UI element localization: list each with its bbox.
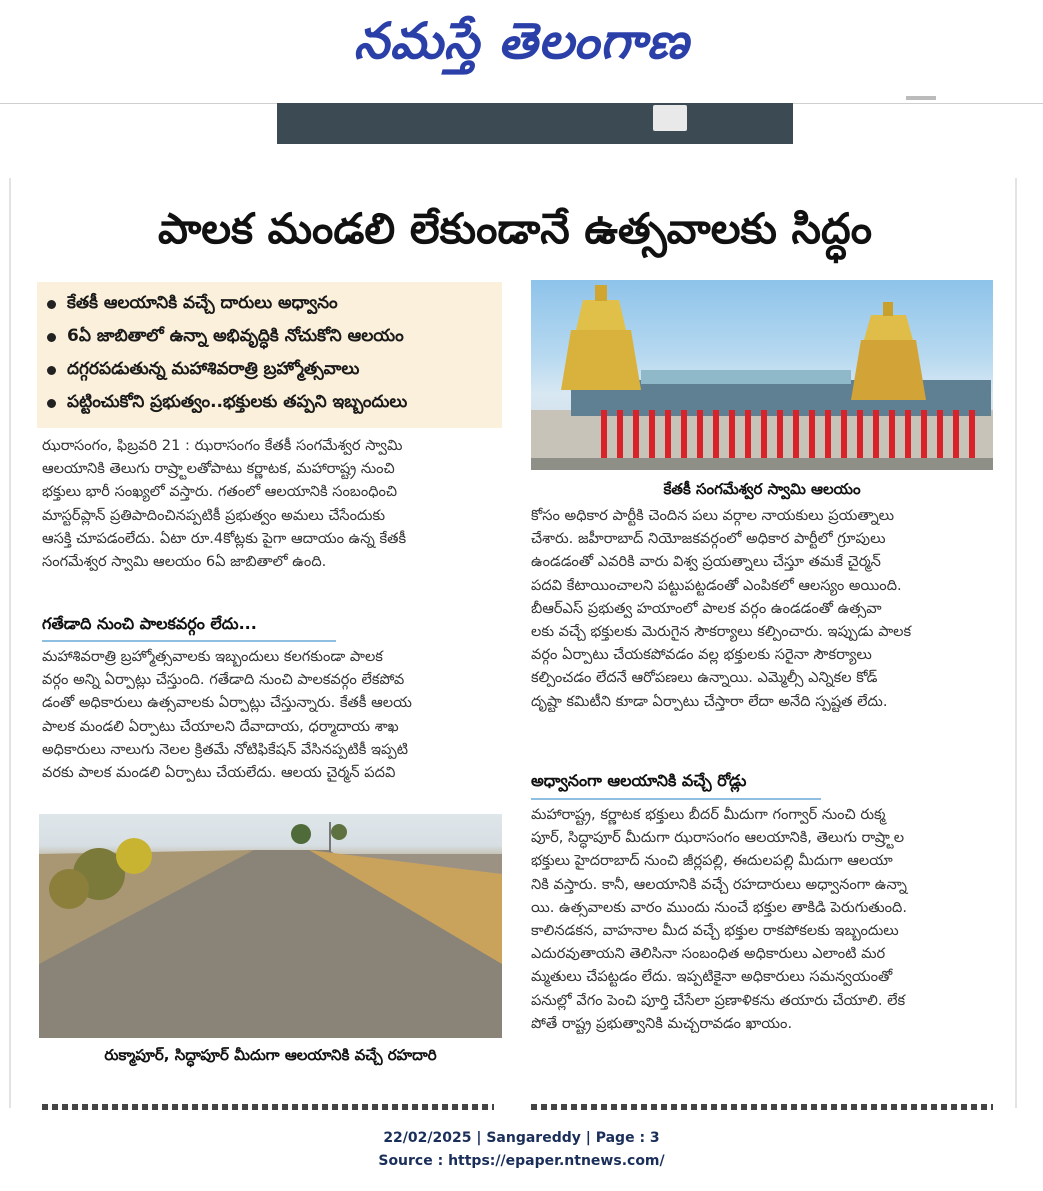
subheading-underline bbox=[42, 640, 336, 642]
bullet-icon bbox=[47, 300, 56, 309]
text-line: దృష్టా కమిటీని కూడా ఏర్పాటు చేస్తారా లేదా అనేది స్పష్టత లేదు. bbox=[531, 692, 888, 710]
text-line: భక్తులు హైదరాబాద్ నుంచి జీర్లపల్లి, ఈదులపల్లి మీదుగా ఆలయా bbox=[531, 852, 893, 870]
text-line: డంతో అధికారులు ఉత్సవాలకు ఏర్పాట్లు చేస్తున్నారు. కేతకీ ఆలయ bbox=[42, 694, 412, 712]
text-line: వర్గం ఏర్పాటు చేయకపోవడం వల్ల భక్తులకు సరైనా సౌకర్యాలు bbox=[531, 646, 872, 664]
highlights-box bbox=[37, 282, 502, 428]
highlight-text: కేతకీ ఆలయానికి వచ్చే దారులు అధ్వానం bbox=[67, 292, 338, 313]
subheading-2: అధ్వానంగా ఆలయానికి వచ్చే రోడ్లు bbox=[531, 771, 747, 790]
text-line: పదవి కేటాయించాలని పట్టుపట్టడంతో ఎంపికలో ఆలస్యం అయింది. bbox=[531, 576, 902, 594]
footer-source-line: Source : https://epaper.ntnews.com/ bbox=[378, 1153, 665, 1169]
text-line: పాలక మండలి ఏర్పాటు చేయాలని దేవాదాయ, ధర్మాదాయ శాఖ bbox=[42, 717, 399, 735]
highlight-text: 6ఏ జాబితాలో ఉన్నా అభివృద్ధికి నోచుకోని ఆలయం bbox=[67, 325, 404, 346]
text-line: యి. ఉత్సవాలకు వారం ముందు నుంచే భక్తుల తాకిడి పెరుగుతుంది. bbox=[531, 898, 907, 916]
text-line: ఆలయానికి తెలుగు రాష్ర్టాలతోపాటు కర్ణాటక, మహారాష్ట్ర నుంచి bbox=[42, 460, 395, 478]
page-border-left bbox=[9, 178, 11, 1108]
article-paragraph-4 bbox=[531, 803, 993, 1035]
text-line: చేశారు. జహీరాబాద్ నియోజకవర్గంలో అధికార పార్టీలో గ్రూపులు bbox=[531, 530, 886, 548]
text-line: ఎదురవుతాయని తెలిసినా సంబంధిత అధికారులు ఎలాంటి మర bbox=[531, 945, 886, 963]
highlight-text: దగ్గరపడుతున్న మహాశివరాత్రి బ్రహ్మోత్సవాలు bbox=[67, 358, 360, 379]
text-line: పనుల్లో వేగం పెంచి పూర్తి చేసేలా ప్రణాళికను తయారు చేయాలి. లేక bbox=[531, 991, 906, 1009]
banner-fragment bbox=[906, 96, 936, 100]
text-line: పూర్, సిద్ధాపూర్ మీదుగా ఝరాసంగం ఆలయానికి, తెలుగు రాష్ర్టాల bbox=[531, 829, 905, 847]
highlight-item bbox=[47, 288, 502, 321]
temple-photo-caption: కేతకీ సంగమేశ్వర స్వామి ఆలయం bbox=[663, 480, 861, 498]
text-line: ఉండడంతో ఎవరికి వారు విశ్వ ప్రయత్నాలు చేస్తూ తమకే చైర్మన్ bbox=[531, 553, 881, 571]
text-line: మహాశివరాత్రి బ్రహ్మోత్సవాలకు ఇబ్బందులు కలగకుండా పాలక bbox=[42, 648, 383, 665]
text-line: సంగమేశ్వర స్వామి ఆలయం 6ఏ జాబితాలో ఉంది. bbox=[42, 552, 327, 570]
text-line: భక్తులు భారీ సంఖ్యలో వస్తారు. గతంలో ఆలయానికి సంబంధించి bbox=[42, 483, 398, 501]
text-line: కాలినడకన, వాహనాల మీద వచ్చే భక్తుల రాకపోకలకు ఇబ్బందులు bbox=[531, 921, 899, 939]
text-line: లకు వచ్చే భక్తులకు మెరుగైన సౌకర్యాలు కల్పించారు. ఇప్పుడు పాలక bbox=[531, 622, 912, 640]
text-line: మహారాష్ట్ర, కర్ణాటక భక్తులు బీదర్ మీదుగా గంగ్వార్ నుంచి రుక్మ bbox=[531, 806, 886, 823]
text-line: ఝరాసంగం, ఫిబ్రవరి 21 : ఝరాసంగం కేతకీ సంగమేశ్వర స్వామి bbox=[42, 437, 403, 454]
temple-photo bbox=[531, 280, 993, 470]
cut-off-text-left bbox=[42, 1104, 494, 1110]
subheading-1: గతేడాది నుంచి పాలకవర్గం లేదు... bbox=[42, 614, 257, 633]
text-line: వర్గం అన్ని ఏర్పాట్లు చేస్తుంది. గతేడాది నుంచి పాలకవర్గం లేకపోవ bbox=[42, 671, 405, 689]
text-line: మ్మతులు చేపట్టడం లేదు. ఇప్పటికైనా అధికారులు సమన్వయంతో bbox=[531, 968, 893, 986]
bullet-icon bbox=[47, 366, 56, 375]
bullet-icon bbox=[47, 399, 56, 408]
text-line: పోతే రాష్ట్ర ప్రభుత్వానికి మచ్చరావడం ఖాయం. bbox=[531, 1014, 793, 1032]
text-line: కోసం అధికార పార్టీకి చెందిన పలు వర్గాల నాయకులు ప్రయత్నాలు bbox=[531, 507, 895, 524]
banner-strip bbox=[277, 103, 793, 144]
highlight-item bbox=[47, 387, 502, 420]
road-photo bbox=[39, 814, 502, 1038]
cut-off-text-right bbox=[531, 1104, 993, 1110]
text-line: మాస్టర్‌ప్లాన్ ప్రతిపాదించినప్పటికీ ప్రభుత్వం అమలు చేసేందుకు bbox=[42, 506, 386, 524]
highlight-item bbox=[47, 354, 502, 387]
highlight-text: పట్టించుకోని ప్రభుత్వం..భక్తులకు తప్పని ఇబ్బందులు bbox=[67, 391, 408, 412]
article-paragraph-3 bbox=[531, 504, 993, 713]
masthead-logo: నమస్తే తెలంగాణ bbox=[353, 11, 690, 70]
banner-tab bbox=[653, 105, 687, 131]
text-line: వరకు పాలక మండలి ఏర్పాటు చేయలేదు. ఆలయ చైర్మన్ పదవి bbox=[42, 763, 396, 781]
page-border-right bbox=[1015, 178, 1017, 1108]
road-illustration bbox=[39, 814, 502, 1038]
text-line: కల్పించడం లేదనే ఆరోపణలు ఉన్నాయి. ఎమ్మెల్సీ ఎన్నికల కోడ్ bbox=[531, 669, 878, 687]
text-line: అధికారులు నాలుగు నెలల క్రితమే నోటిఫికేషన్ వేసినప్పటికీ ఇప్పటి bbox=[42, 740, 408, 758]
highlight-item bbox=[47, 321, 502, 354]
text-line: బీఆర్‌ఎస్ ప్రభుత్వ హయాంలో పాలక వర్గం ఉండడంతో ఉత్సవా bbox=[531, 599, 882, 617]
article-paragraph-1 bbox=[42, 434, 502, 573]
bullet-icon bbox=[47, 333, 56, 342]
footer-date-line: 22/02/2025 | Sangareddy | Page : 3 bbox=[383, 1130, 660, 1146]
subheading-underline bbox=[531, 798, 821, 800]
text-line: నికి వస్తారు. కానీ, ఆలయానికి వచ్చే రహదారులు అధ్వానంగా ఉన్నా bbox=[531, 875, 907, 893]
temple-illustration bbox=[531, 280, 993, 470]
article-headline: పాలక మండలి లేకుండానే ఉత్సవాలకు సిద్ధం bbox=[158, 204, 872, 253]
road-photo-caption: రుక్మాపూర్, సిద్ధాపూర్ మీదుగా ఆలయానికి వచ్చే రహదారి bbox=[104, 1046, 437, 1064]
text-line: ఆసక్తి చూపడంలేదు. ఏటా రూ.4కోట్లకు పైగా ఆదాయం ఉన్న కేతకీ bbox=[42, 529, 407, 547]
article-paragraph-2 bbox=[42, 645, 502, 784]
